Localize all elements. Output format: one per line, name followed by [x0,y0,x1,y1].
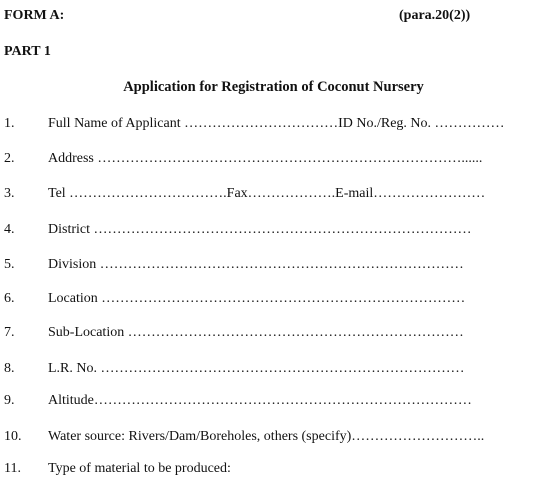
field-text: Full Name of Applicant ……………………………ID No./Reg. No. …………… [48,116,505,131]
field-row-full-name [0,116,547,136]
field-number: 11. [4,461,21,476]
field-row-contact [0,186,547,206]
field-text: District ……………………………………………………………………… [48,222,472,237]
field-text: Sub-Location ……………………………………………………………… [48,325,464,340]
field-number: 1. [4,116,15,131]
field-number: 10. [4,429,22,444]
document-title: Application for Registration of Coconut Nursery [123,79,424,95]
field-text: Type of material to be produced: [48,461,231,476]
field-row-altitude [0,393,547,413]
field-row-sub-location [0,325,547,345]
field-number: 3. [4,186,15,201]
field-text: Address ……………………………………………………………………...... [48,151,483,166]
part-label: PART 1 [4,44,51,59]
field-row-district [0,222,547,242]
field-row-address [0,151,547,171]
field-text: Tel …………………………….Fax……………….E-mail…………………… [48,186,486,201]
field-text: Water source: Rivers/Dam/Boreholes, others (specify)……………………….. [48,429,485,444]
field-row-water-source [0,429,547,449]
field-number: 6. [4,291,15,306]
field-row-division [0,257,547,277]
field-text: Division …………………………………………………………………… [48,257,464,272]
field-number: 8. [4,361,15,376]
field-text: L.R. No. …………………………………………………………………… [48,361,465,376]
field-number: 7. [4,325,15,340]
para-reference: (para.20(2)) [399,8,471,23]
form-label: FORM A: [4,8,65,23]
field-number: 2. [4,151,15,166]
field-number: 5. [4,257,15,272]
field-row-location [0,291,547,311]
field-row-material-type [0,461,547,481]
field-number: 9. [4,393,15,408]
field-number: 4. [4,222,15,237]
field-text: Location …………………………………………………………………… [48,291,466,306]
field-row-lr-no [0,361,547,381]
field-text: Altitude……………………………………………………………………… [48,393,472,408]
